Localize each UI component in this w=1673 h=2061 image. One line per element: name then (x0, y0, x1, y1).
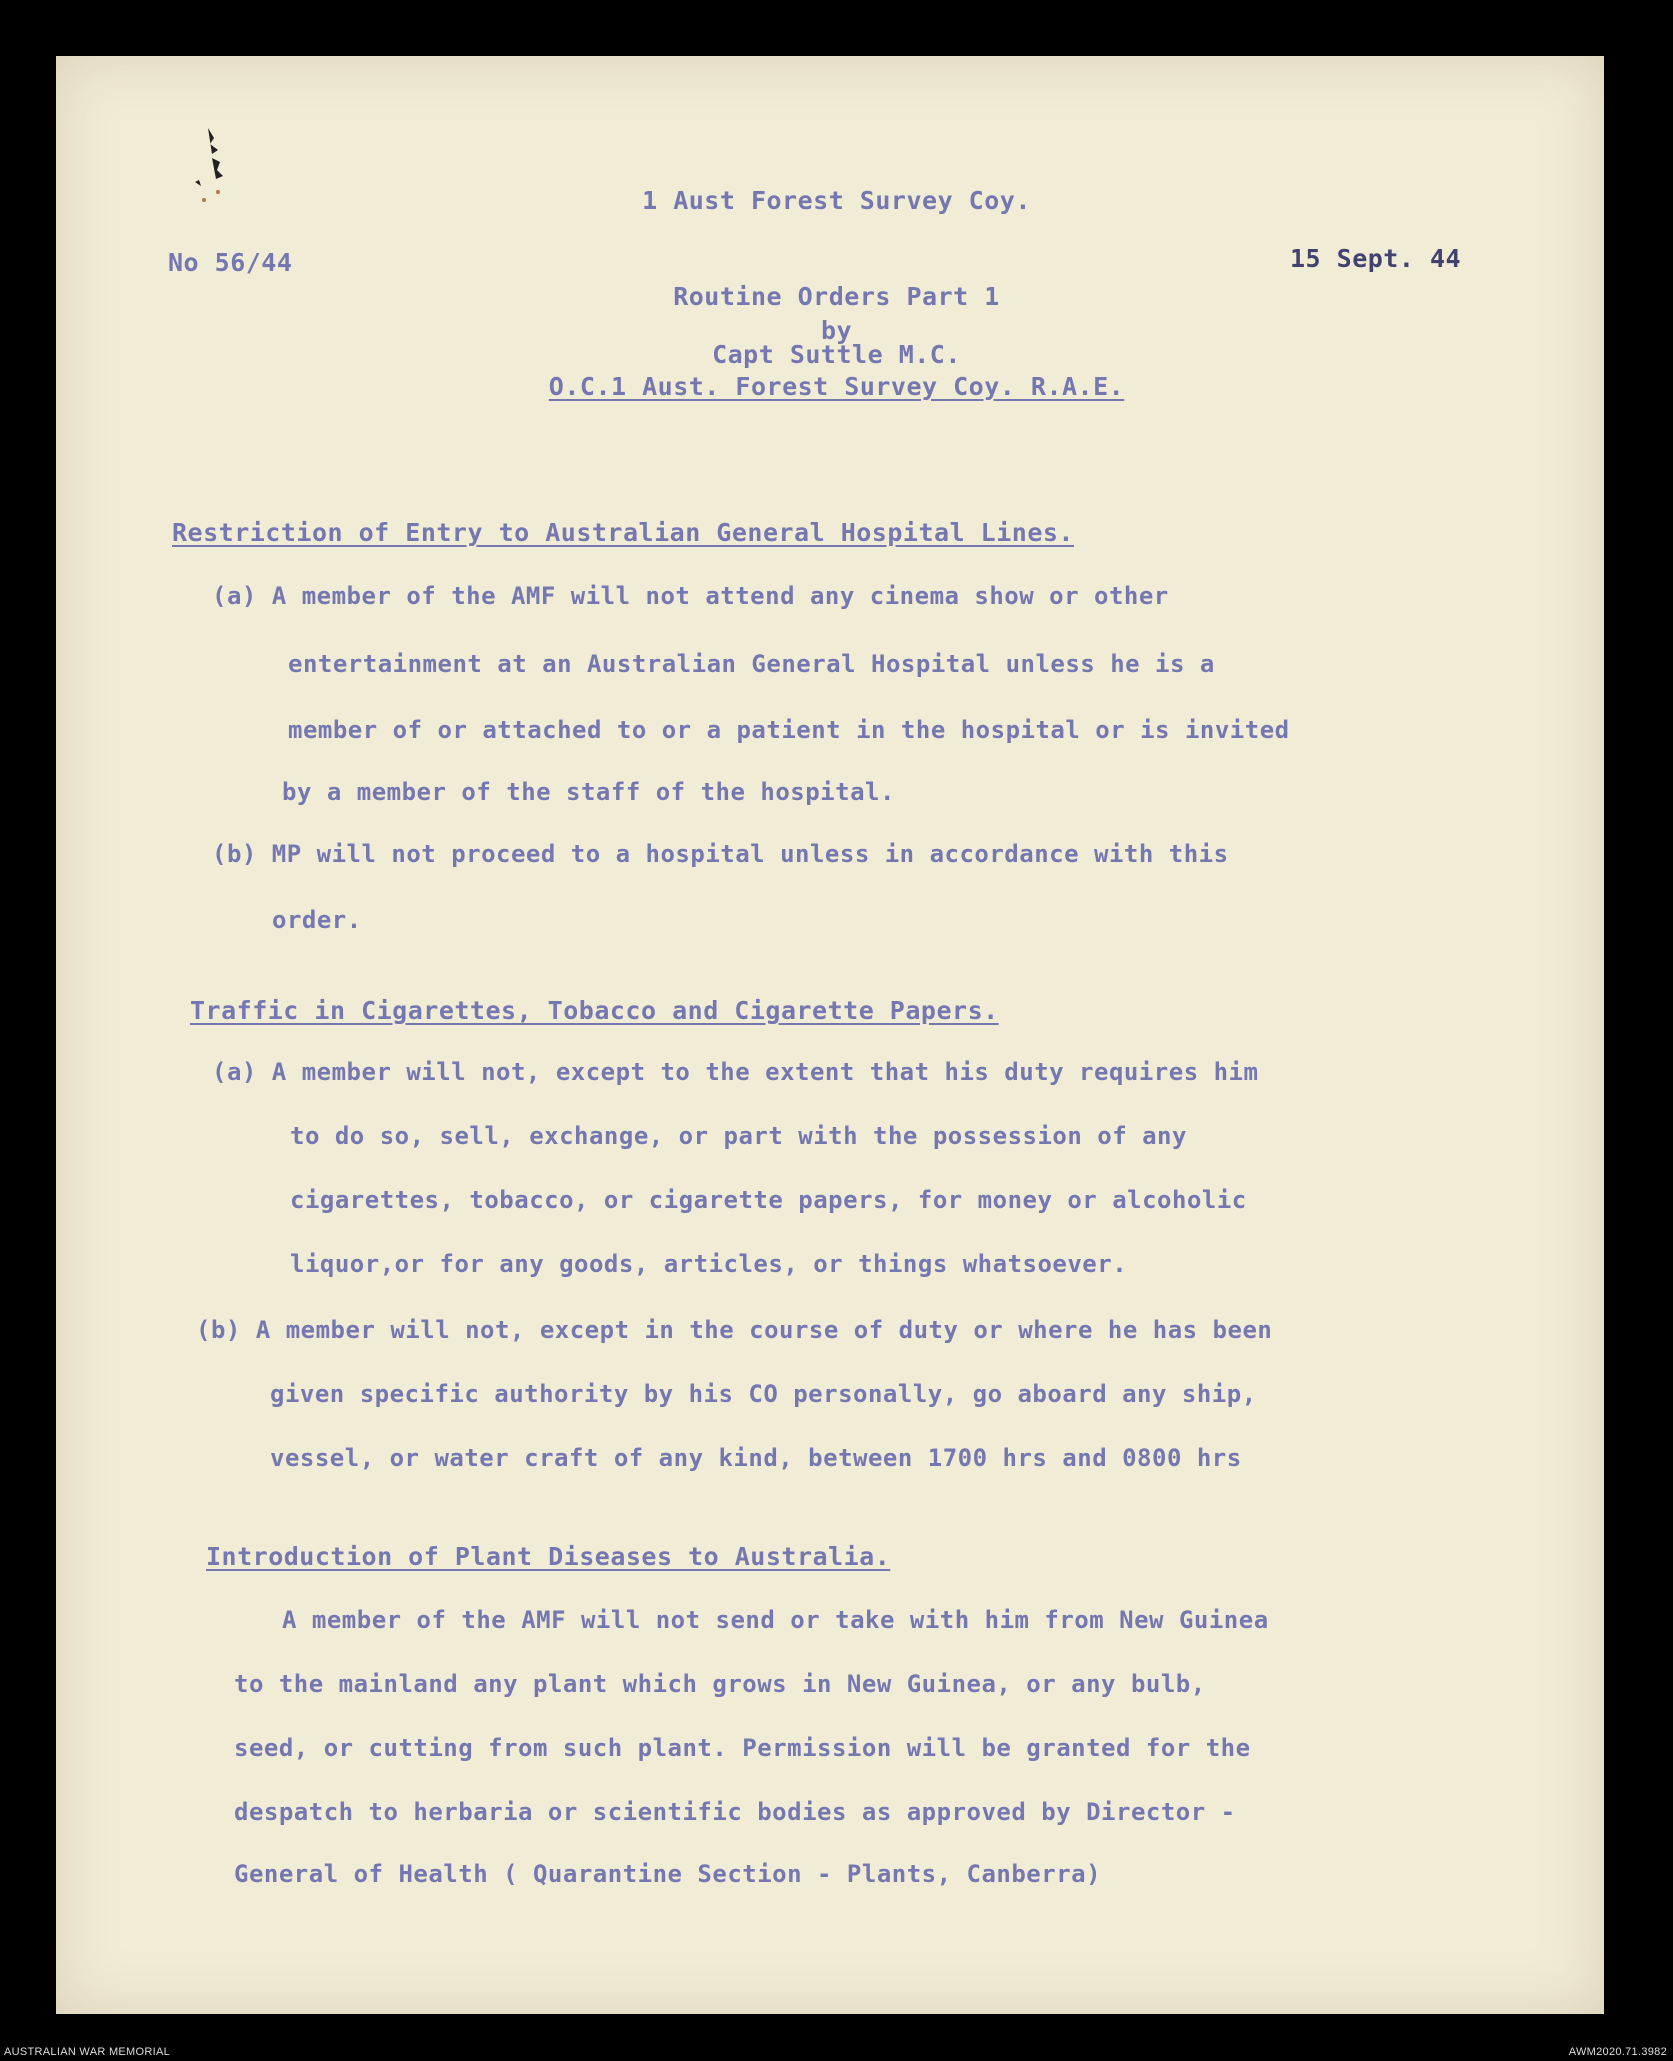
section-line: cigarettes, tobacco, or cigarette papers, for money or alcoholic (290, 1186, 1247, 1214)
section-line: (b) MP will not proceed to a hospital unless in accordance with this (212, 840, 1229, 868)
section-line: member of or attached to or a patient in the hospital or is invited (288, 716, 1290, 744)
title-line-2: by (820, 316, 853, 345)
section-heading: Restriction of Entry to Australian General Hospital Lines. (172, 518, 1074, 547)
section-line: (b) A member will not, except in the course of duty or where he has been (196, 1316, 1273, 1344)
section-line: A member of the AMF will not send or take with him from New Guinea (282, 1606, 1269, 1634)
section-line: (a) A member of the AMF will not attend any cinema show or other (212, 582, 1169, 610)
section-line: seed, or cutting from such plant. Permission will be granted for the (234, 1734, 1251, 1762)
section-line: General of Health ( Quarantine Section - Plants, Canberra) (234, 1860, 1102, 1888)
footer-accession-number: AWM2020.71.3982 (1568, 2046, 1667, 2058)
title-line-4: O.C.1 Aust. Forest Survey Coy. R.A.E. (548, 372, 1125, 401)
section-line: order. (272, 906, 362, 934)
section-line: entertainment at an Australian General Hospital unless he is a (288, 650, 1215, 678)
footer-credit: AUSTRALIAN WAR MEMORIAL (4, 2046, 171, 2058)
section-line: despatch to herbaria or scientific bodies as approved by Director - (234, 1798, 1236, 1826)
title-line-3: Capt Suttle M.C. (712, 340, 961, 369)
unit-name: 1 Aust Forest Survey Coy. (642, 186, 1031, 215)
order-date: 15 Sept. 44 (1290, 244, 1462, 273)
section-heading: Introduction of Plant Diseases to Australia. (206, 1542, 891, 1571)
order-number: No 56/44 (168, 248, 293, 277)
title-line-1: Routine Orders Part 1 (673, 282, 1000, 311)
section-line: by a member of the staff of the hospital. (282, 778, 895, 806)
section-line: liquor,or for any goods, articles, or things whatsoever. (290, 1250, 1128, 1278)
section-line: vessel, or water craft of any kind, between 1700 hrs and 0800 hrs (270, 1444, 1242, 1472)
section-line: given specific authority by his CO personally, go aboard any ship, (270, 1380, 1257, 1408)
section-line: to the mainland any plant which grows in New Guinea, or any bulb, (234, 1670, 1206, 1698)
section-heading: Traffic in Cigarettes, Tobacco and Cigarette Papers. (190, 996, 999, 1025)
section-line: (a) A member will not, except to the extent that his duty requires him (212, 1058, 1259, 1086)
section-line: to do so, sell, exchange, or part with the possession of any (290, 1122, 1187, 1150)
